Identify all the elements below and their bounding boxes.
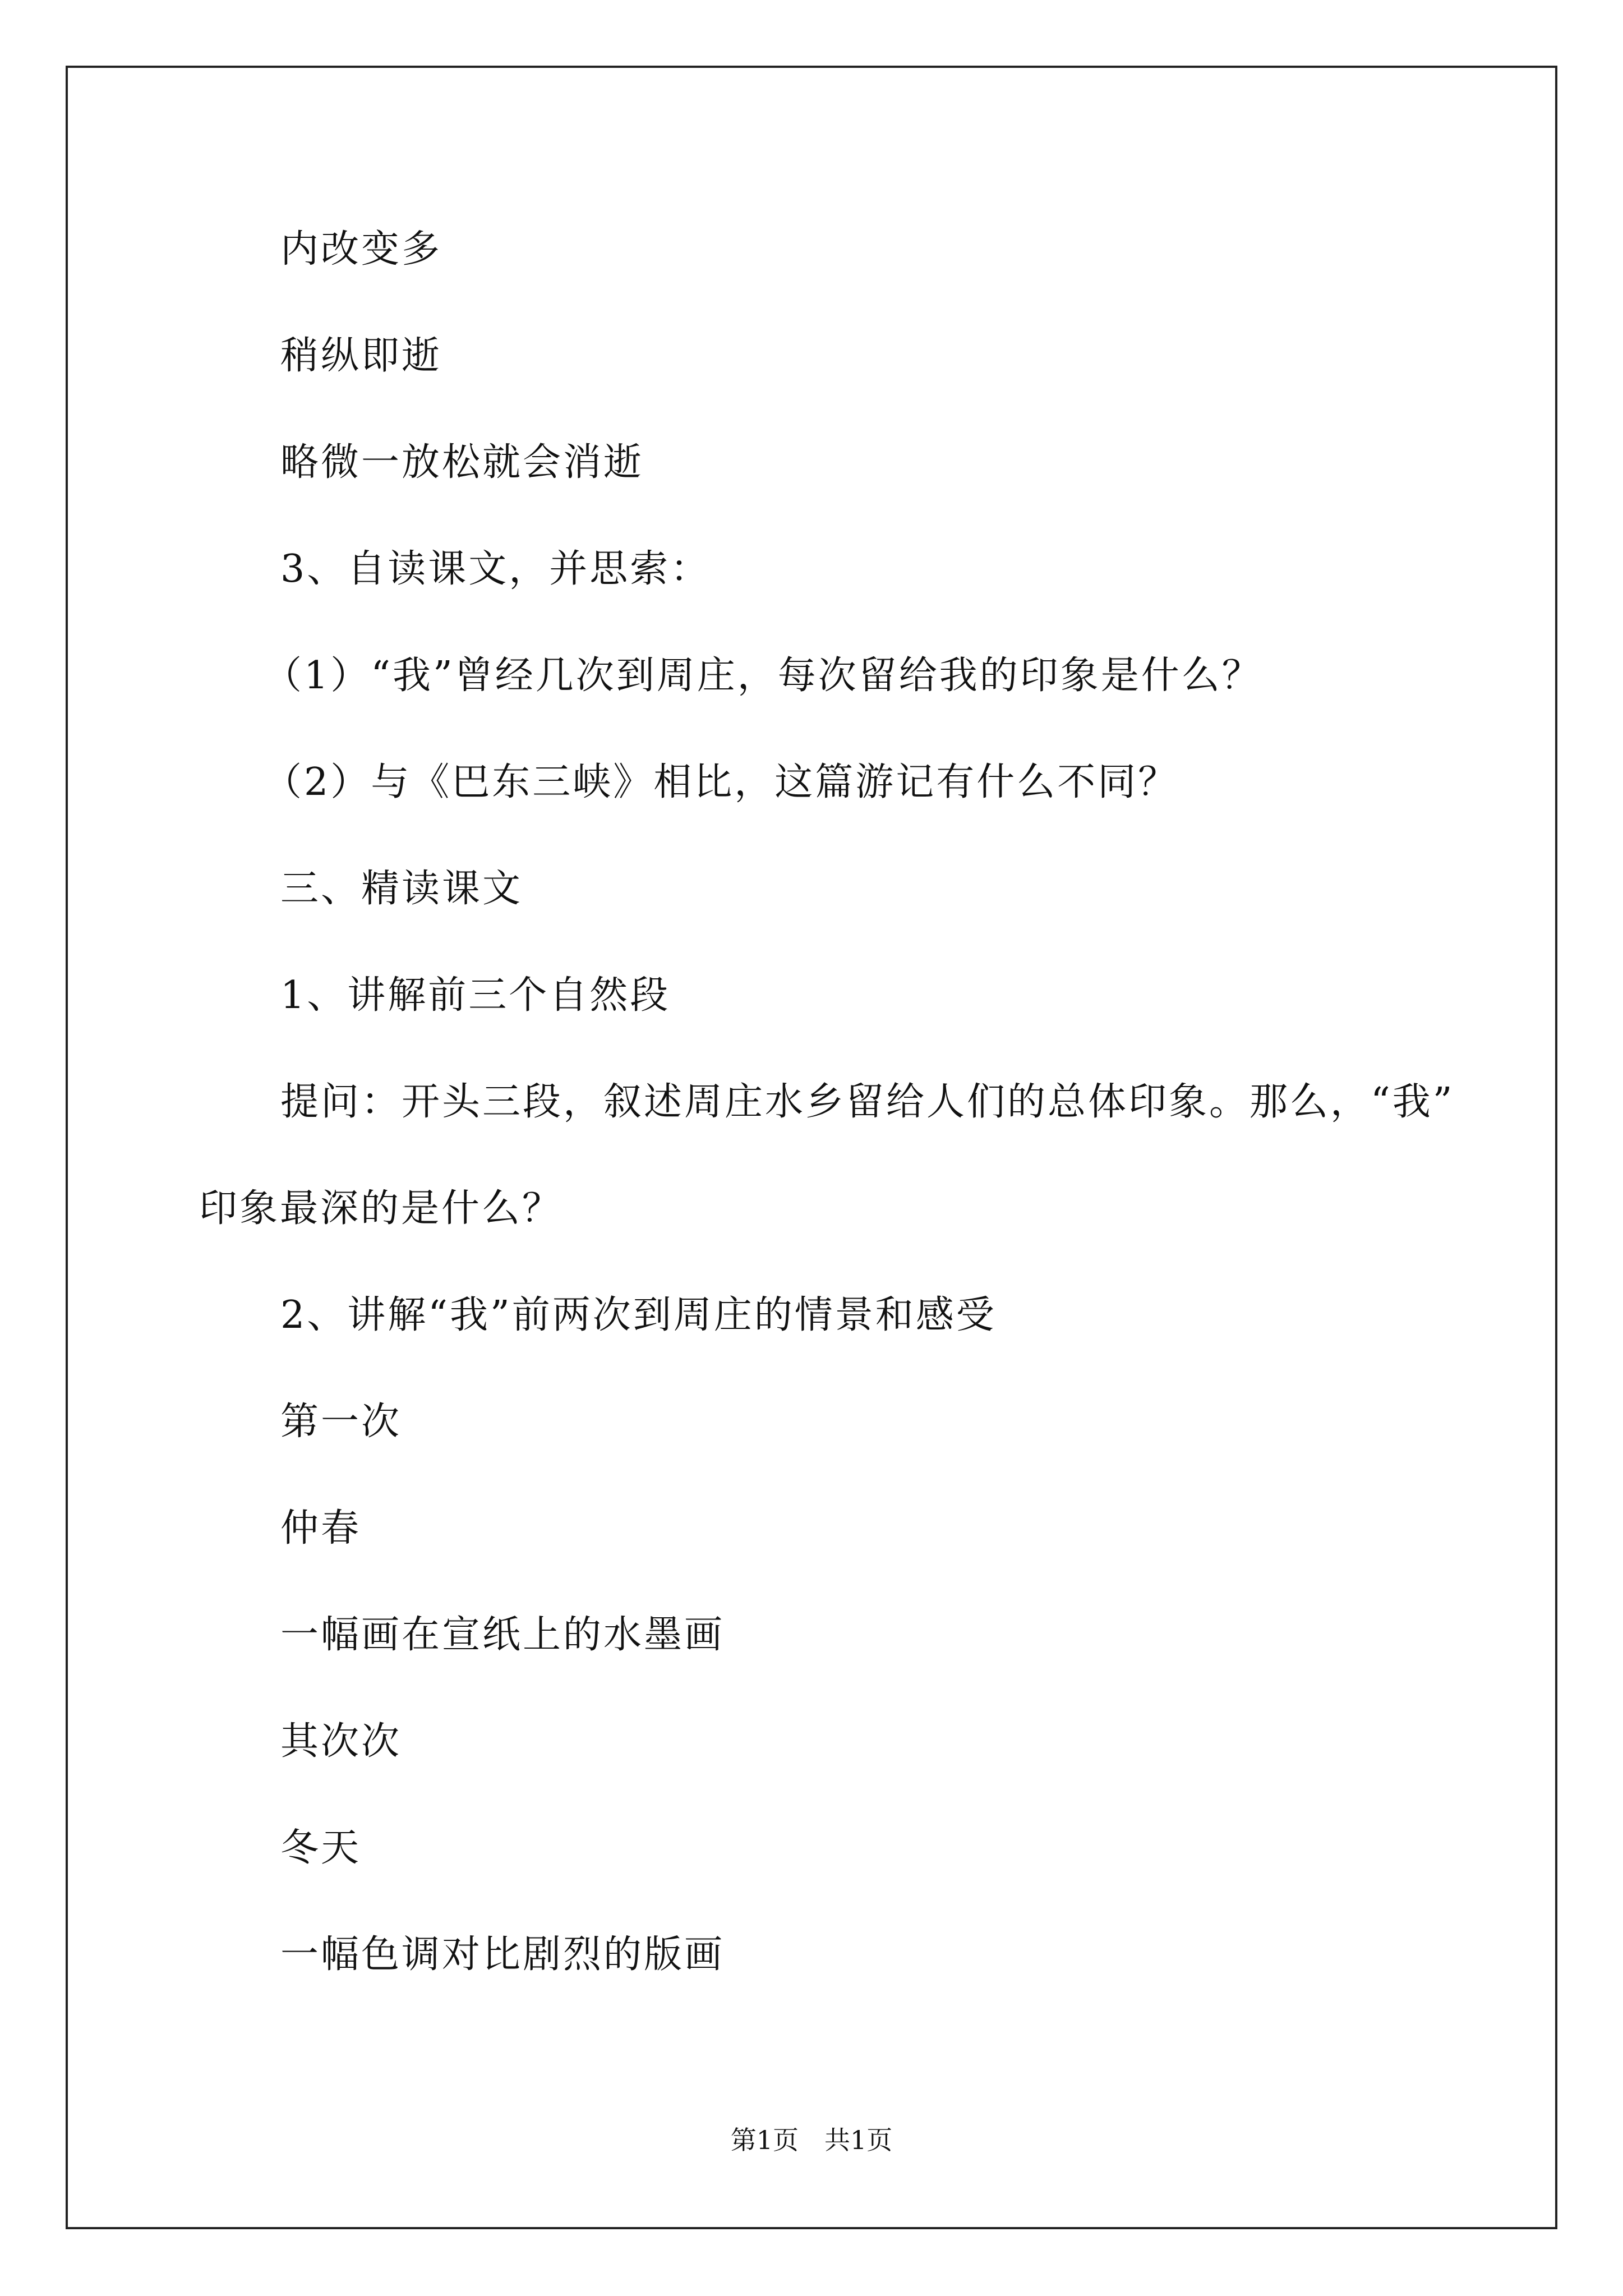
text-line: 一幅色调对比剧烈的版画 <box>280 1932 725 1977</box>
text-line: 仲春 <box>280 1506 362 1550</box>
page-border <box>66 66 1557 2229</box>
text-line: 内改变多 <box>280 227 442 272</box>
text-line: 冬天 <box>280 1826 362 1870</box>
text-line: 略微一放松就会消逝 <box>280 440 644 485</box>
page-number-footer: 第1页 共1页 <box>730 2125 893 2155</box>
text-line: （2）与《巴东三峡》相比，这篇游记有什么不同？ <box>264 760 1179 804</box>
text-line: 稍纵即逝 <box>280 334 442 378</box>
text-line: 其次次 <box>280 1719 402 1764</box>
text-line: 3、自读课文，并思索： <box>280 547 711 591</box>
text-line: 第一次 <box>280 1400 402 1444</box>
text-line: （1）“我”曾经几次到周庄，每次留给我的印象是什么？ <box>264 654 1262 698</box>
text-line: 印象最深的是什么？ <box>199 1186 563 1231</box>
text-line: 1、讲解前三个自然段 <box>280 973 671 1018</box>
text-line: 一幅画在宣纸上的水墨画 <box>280 1613 725 1657</box>
text-line: 三、精读课文 <box>280 867 523 911</box>
text-line: 2、讲解“我”前两次到周庄的情景和感受 <box>280 1293 997 1337</box>
text-line: 提问：开头三段，叙述周庄水乡留给人们的总体印象。那么，“我” <box>280 1080 1455 1124</box>
